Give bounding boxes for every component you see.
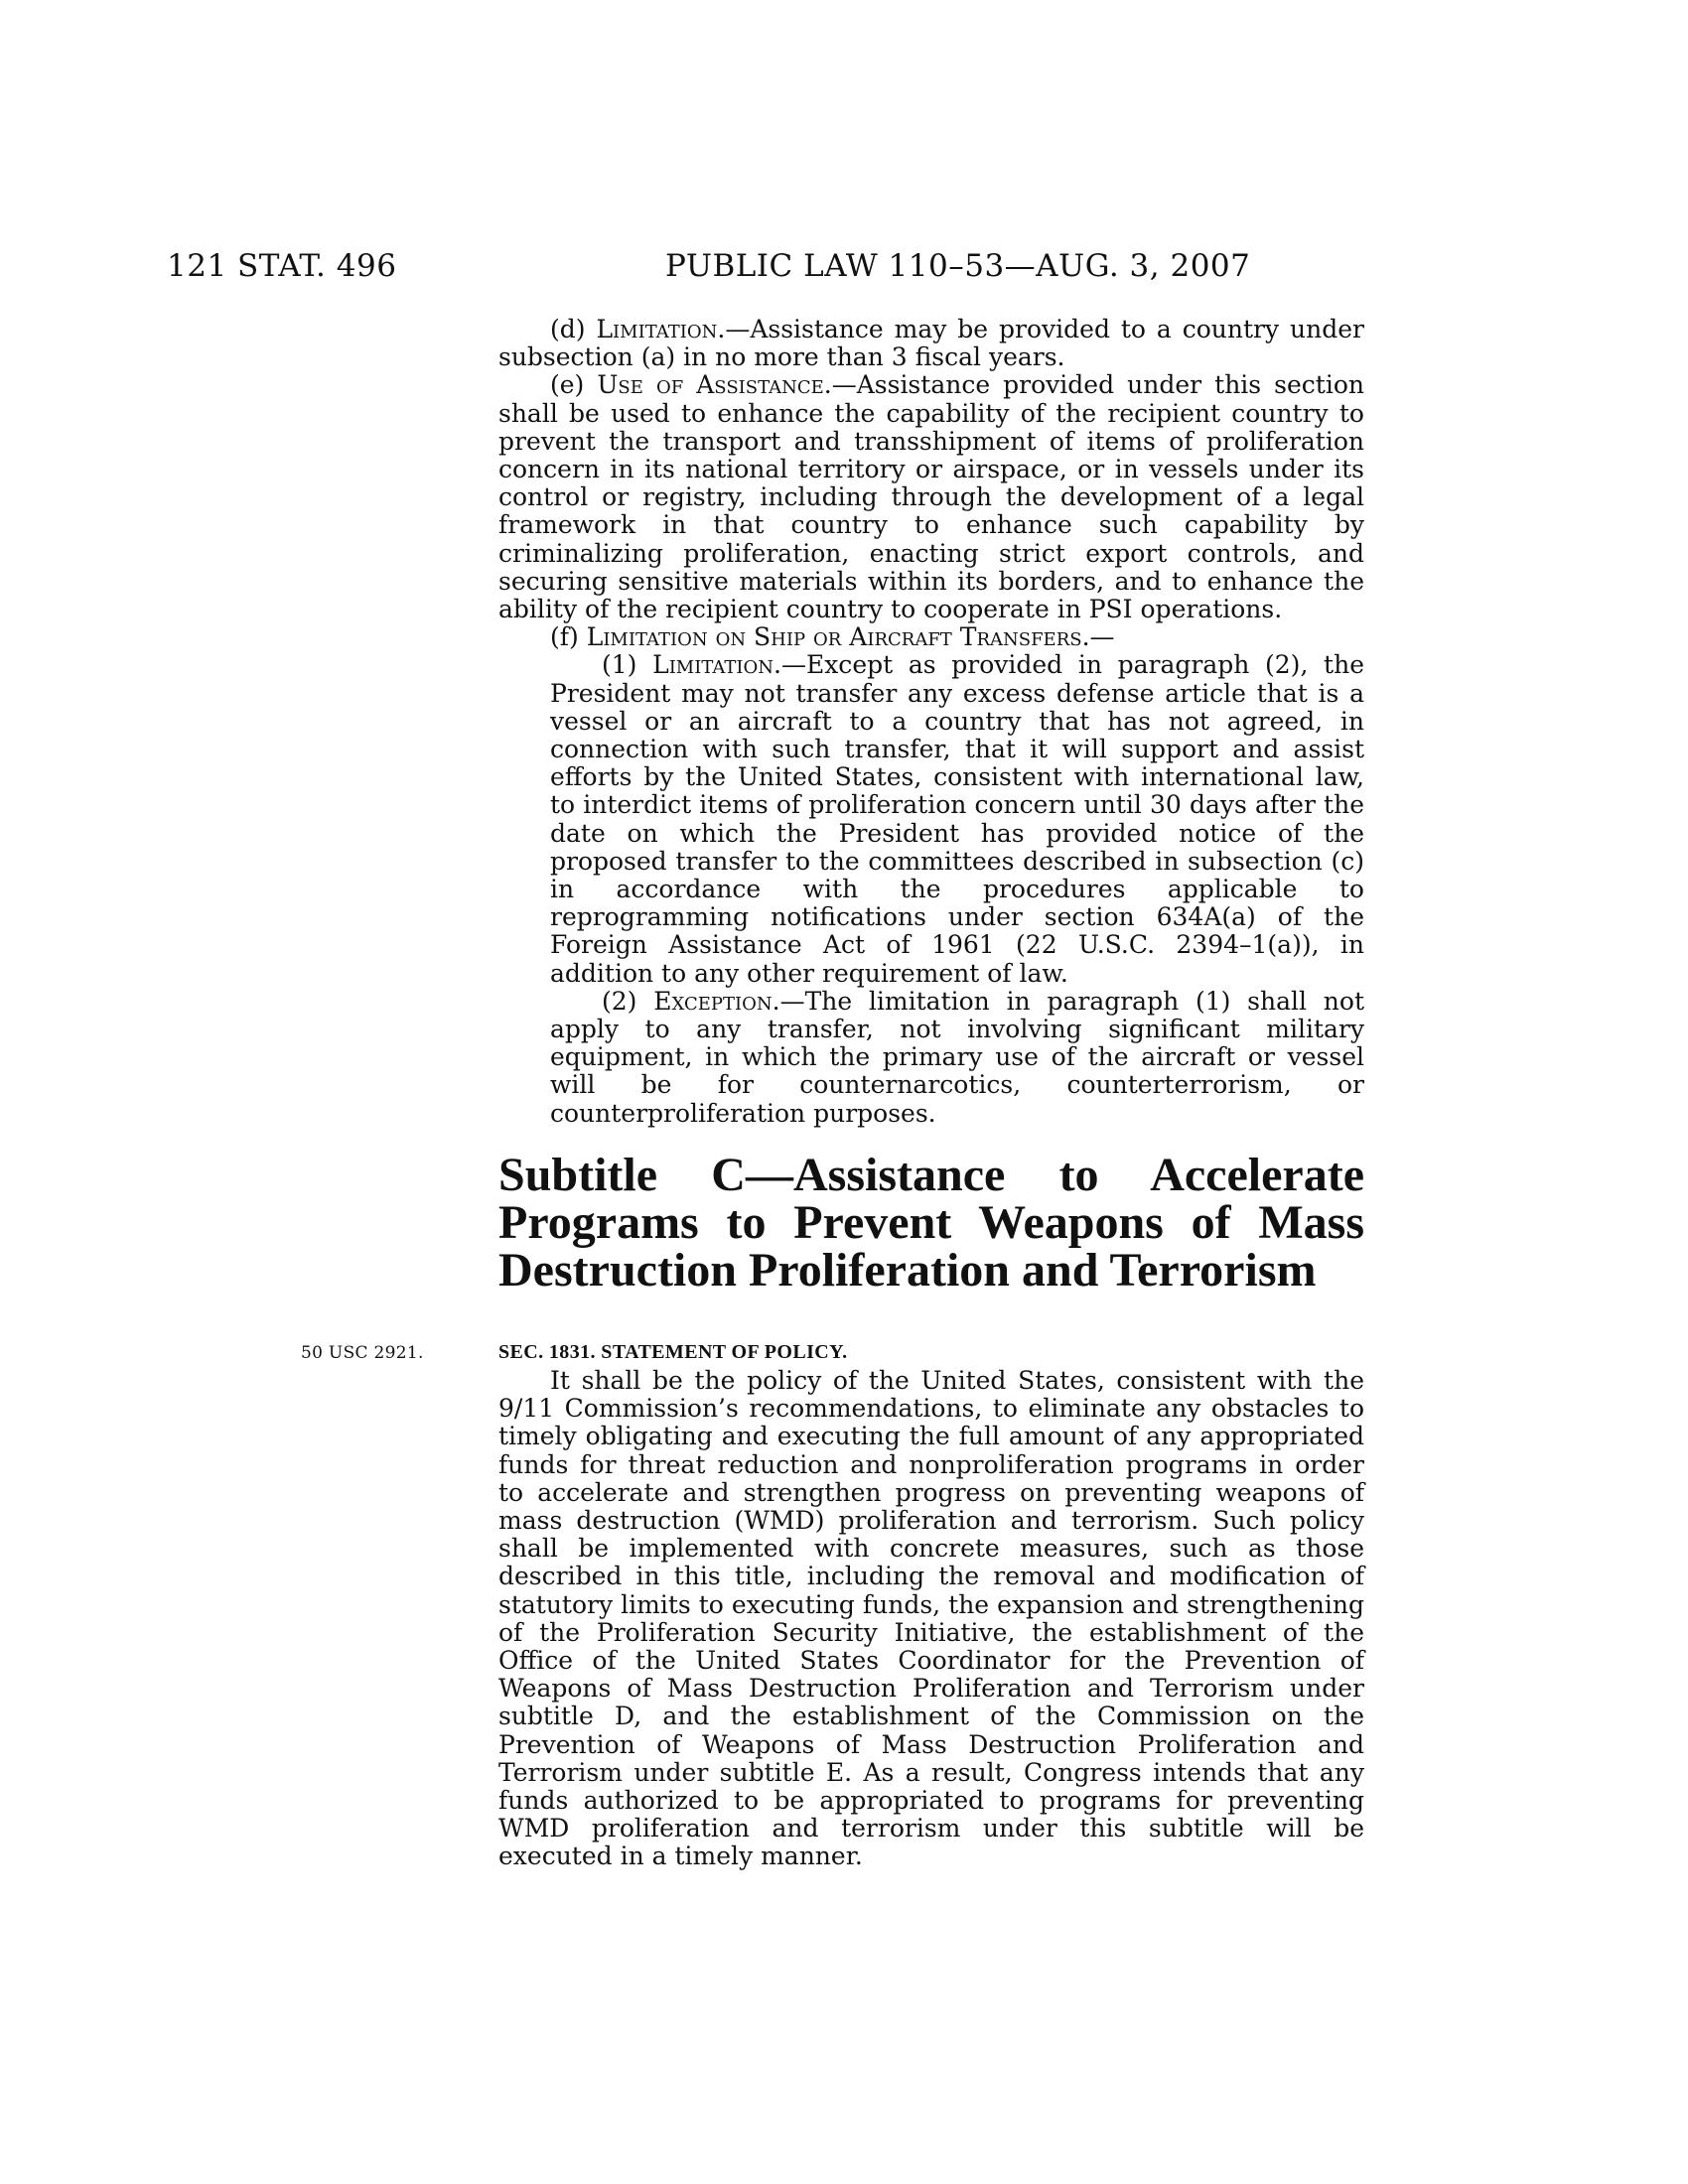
public-law-title: PUBLIC LAW 110–53—AUG. 3, 2007 bbox=[665, 248, 1251, 284]
subtitle-heading: Subtitle C—Assistance to Accelerate Programs to Prevent Weapons of Mass Destruction Proliferation and Terrorism bbox=[498, 1149, 1364, 1297]
usc-margin-note: 50 USC 2921. bbox=[301, 1343, 424, 1363]
paragraph-f1 bbox=[498, 651, 1364, 987]
section-body bbox=[498, 316, 1364, 1128]
subsection-d bbox=[498, 316, 1364, 371]
subsection-f-heading: Limitation on Ship or Aircraft Transfers bbox=[586, 622, 1082, 652]
paragraph-f2 bbox=[498, 988, 1364, 1128]
subsection-f-label: (f) bbox=[550, 622, 587, 652]
paragraph-f2-text: .—The limitation in paragraph (1) shall not apply to any transfer, not involving significant military equipment, in which the primary use of the aircraft or vessel will be for counternarcotics, counterterrorism, or counterproliferation purposes. bbox=[550, 986, 1364, 1128]
policy-paragraph: It shall be the policy of the United States, consistent with the 9/11 Commission’s recommendations, to eliminate any obstacles to timely obligating and executing the full amount of any appropriated funds for threat reduction and nonproliferation programs in order to accelerate and strengthen progress on preventing weapons of mass destruction (WMD) proliferation and terrorism. Such policy shall be implemented with concrete measures, such as those described in this title, including the removal and modification of statutory limits to executing funds, the expansion and strengthening of the Proliferation Security Initiative, the establishment of the Office of the United States Coordinator for the Prevention of Weapons of Mass Destruction Proliferation and Terrorism under subtitle D, and the establishment of the Commission on the Prevention of Weapons of Mass Destruction Proliferation and Terrorism under subtitle E. As a result, Congress intends that any funds authorized to be appropriated to programs for preventing WMD proliferation and terrorism under this subtitle will be executed in a timely manner. bbox=[498, 1366, 1364, 1871]
subsection-f bbox=[498, 623, 1364, 651]
subsection-e bbox=[498, 371, 1364, 623]
subsection-e-label: (e) bbox=[550, 370, 598, 400]
subsection-d-label: (d) bbox=[550, 315, 597, 343]
paragraph-f1-label: (1) bbox=[602, 650, 653, 680]
paragraph-f1-text: .—Except as provided in paragraph (2), the President may not transfer any excess defense article that is a vessel or an aircraft to a country that has not agreed, in connection with such transfer, that it will support and assist efforts by the United States, consistent with international law, to interdict items of proliferation concern until 30 days after the date on which the President has provided notice of the proposed transfer to the committees described in subsection (c) in accordance with the procedures applicable to reprogramming notifications under section 634A(a) of the Foreign Assistance Act of 1961 (22 U.S.C. 2394–1(a)), in addition to any other requirement of law. bbox=[550, 650, 1365, 988]
subsection-e-heading: Use of Assistance bbox=[597, 370, 824, 400]
subsection-f-text: .— bbox=[1081, 622, 1115, 652]
paragraph-f1-heading: Limitation bbox=[652, 650, 774, 680]
statute-citation: 121 STAT. 496 bbox=[167, 248, 397, 284]
paragraph-f2-label: (2) bbox=[602, 986, 654, 1016]
running-header bbox=[0, 248, 1688, 288]
paragraph-f2-heading: Exception bbox=[653, 986, 773, 1016]
subsection-d-heading: Limitation bbox=[596, 315, 718, 343]
subsection-e-text: .—Assistance provided under this section shall be used to enhance the capability of the recipient country to prevent the transport and transshipment of items of proliferation concern in its national territory or airspace, or in vessels under its control or registry, including through the development of a legal framework in that country to enhance such capability by criminalizing proliferation, enacting strict export controls, and securing sensitive materials within its borders, and to enhance the ability of the recipient country to cooperate in PSI operations. bbox=[498, 370, 1364, 624]
section-heading: SEC. 1831. STATEMENT OF POLICY. bbox=[498, 1341, 848, 1363]
subsection-d-text: .—Assistance may be provided to a country under subsection (a) in no more than 3 fiscal years. bbox=[498, 315, 1365, 372]
